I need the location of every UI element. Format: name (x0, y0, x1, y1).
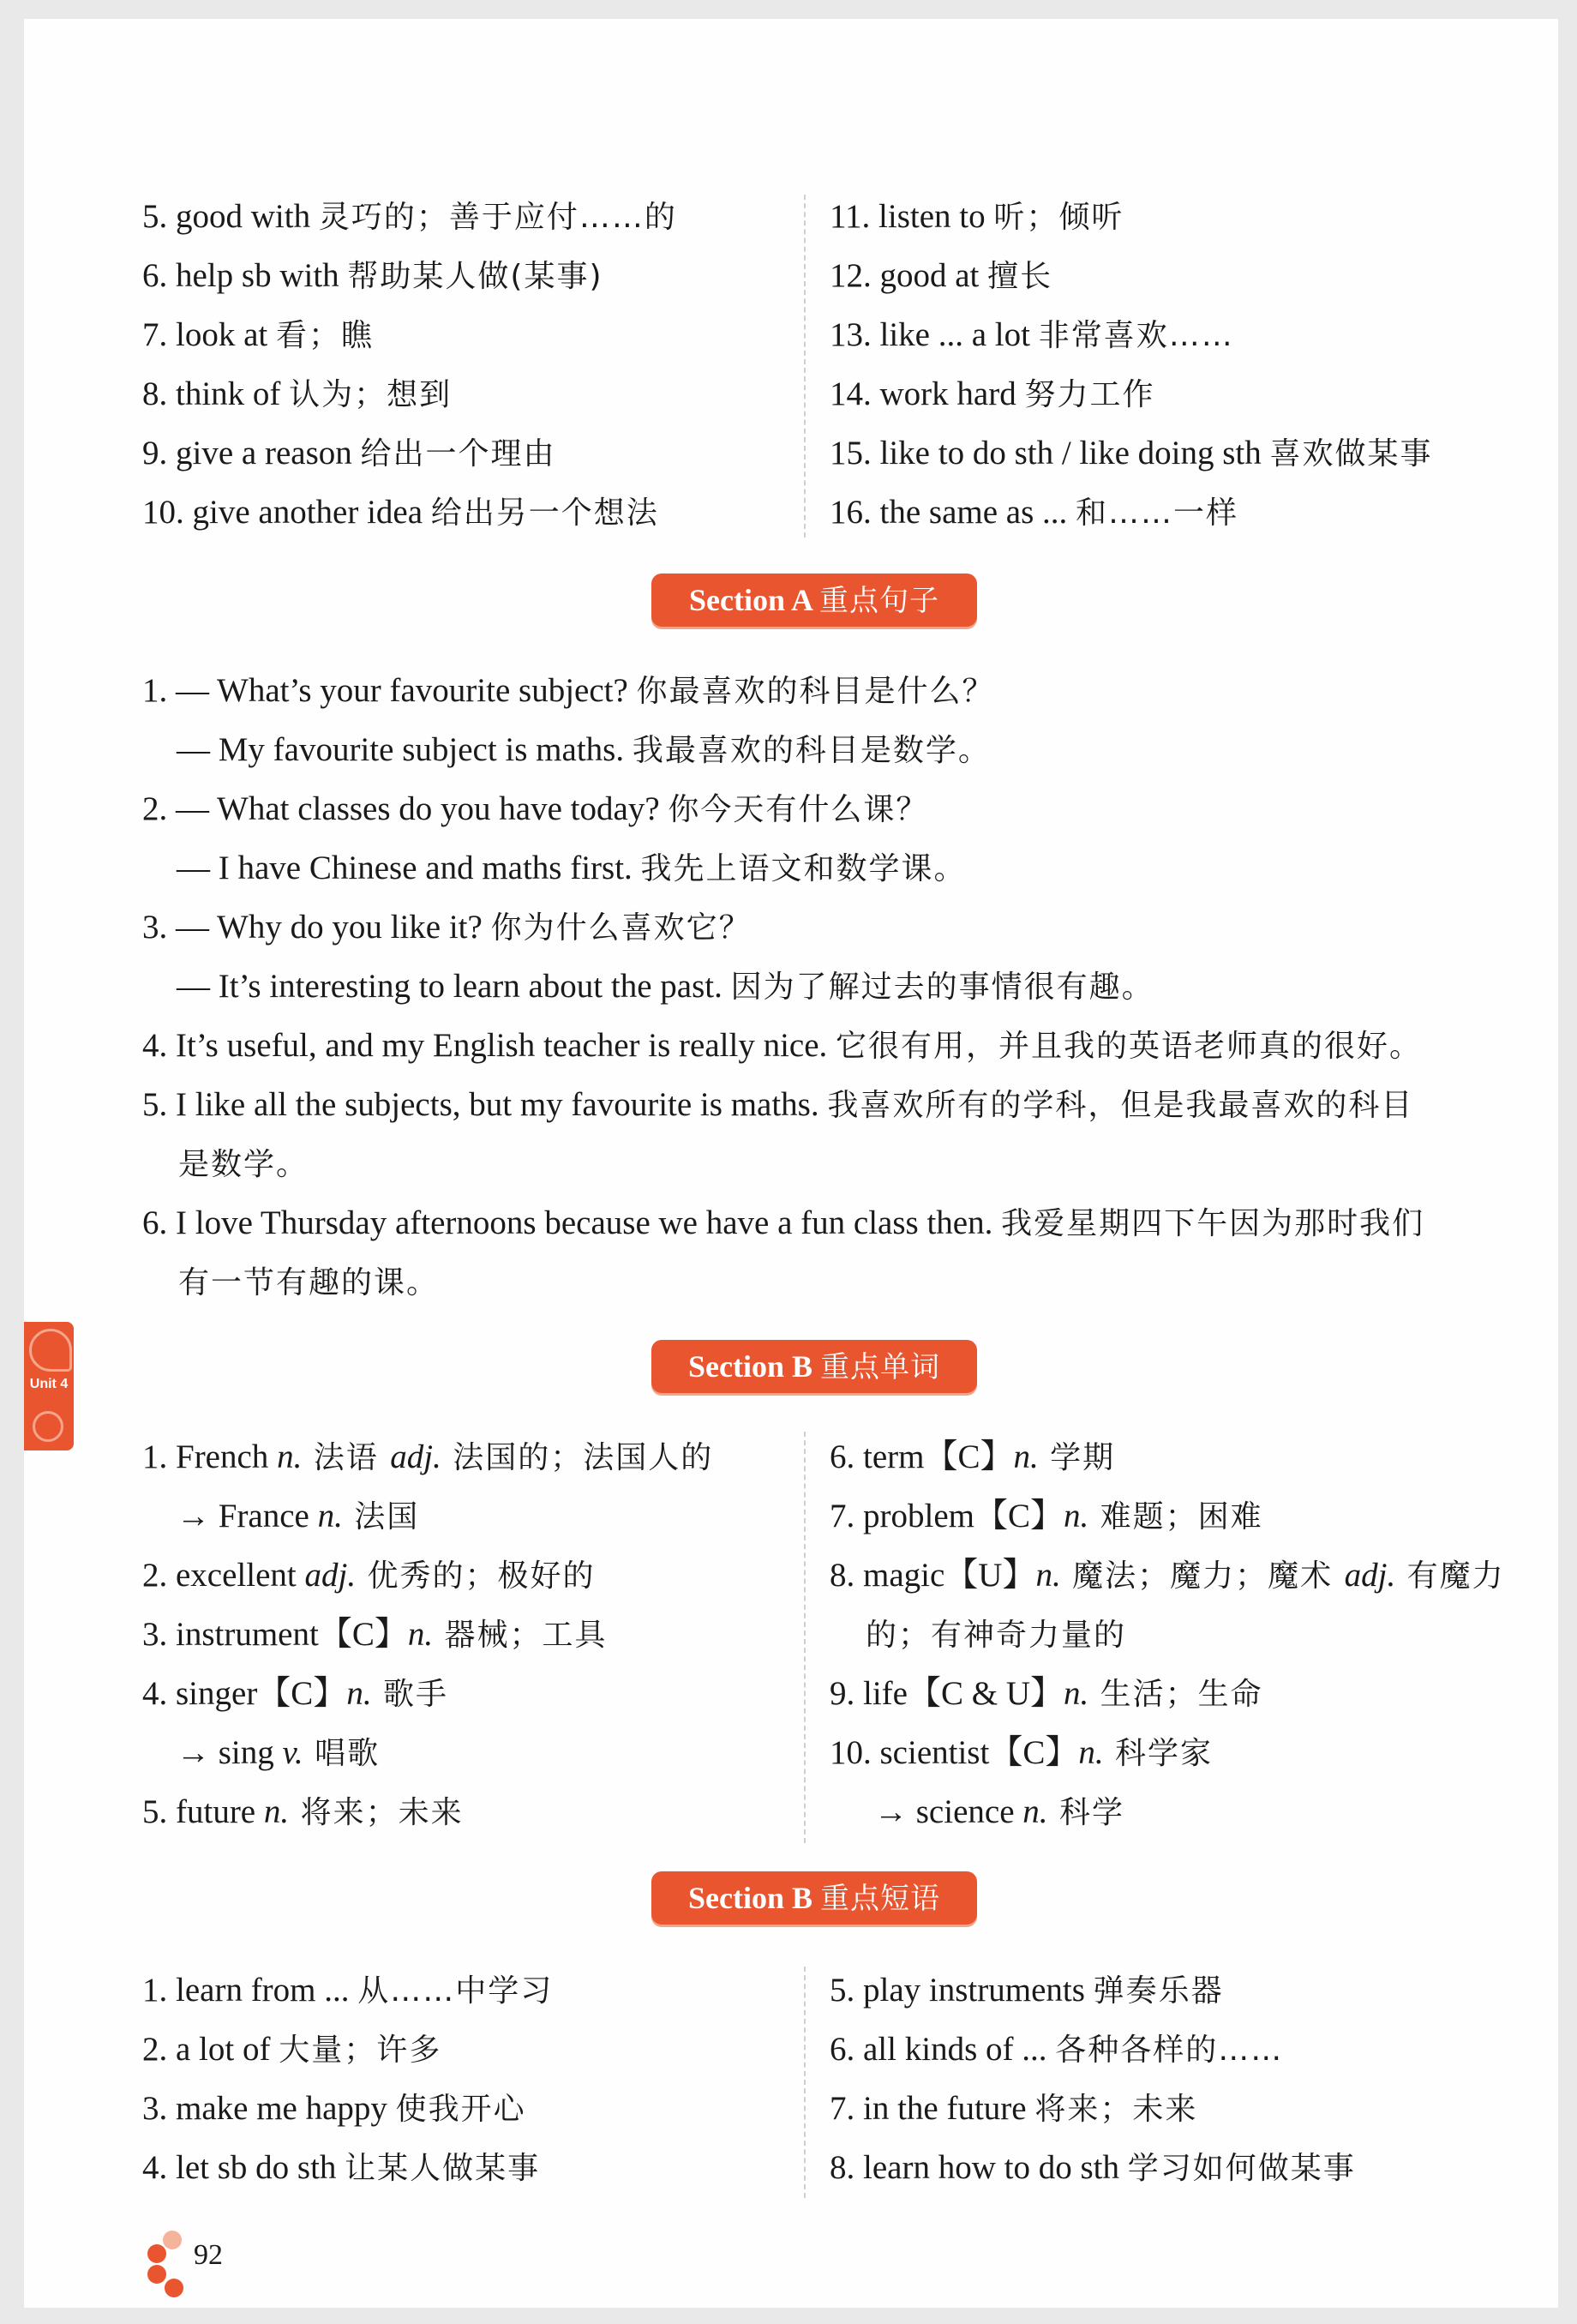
page-number: 92 (194, 2239, 223, 2271)
unit-label: Unit 4 (29, 1377, 69, 1391)
section-b-phrases-header: Section B 重点短语 (651, 1871, 977, 1925)
wing-icon (29, 1329, 72, 1372)
page-number-block (144, 2231, 247, 2308)
textbook-page: 5. good with 灵巧的；善于应付……的 11. listen to 听；倾听 6. help sb with 帮助某人做(某事) 12. good at 擅长 7. look at 看；瞧 13. like ... a lot 非常喜欢…… 8. think of 认为；想到 14. work hard 努力工作 9. give a reason 给出一个理由 15. like to do sth / like doing sth 喜欢做某事 10. give another idea 给出另一个想法 16. the same as ... 和……一样 Section A 重点句子 1. — What’s your favourite subject? 你最喜欢的科目是什么？ — My favourite subject is maths. 我最喜欢的科目是数学。 2. — What classes do you have today? 你今天有什么课？ — I have Chinese and maths first. 我先上语文和数学课。 3. — Why do you like it? 你为什么喜欢它？ — It’s interesting to learn about the past. 因为了解过去的事情很有趣。 4. It’s useful, and my English teacher is really nice. 它很有用，并且我的英语老师真的很好。 5. I like all the subjects, but my favourite is maths. 我喜欢所有的学科，但是我最喜欢的科目 是数学。 6. I love Thursday afternoons because we have a fun class then. 我爱星期四下午因为那时我们 有一节有趣的课。 Section B 重点单词 1. French n. 法语 adj. 法国的；法国人的 6. term【C】n. 学期 → France n. 法国 7. problem【C】n. 难题；困难 2. excellent adj. 优秀的；极好的 8. magic【U】n. 魔法；魔力；魔术 adj. 有魔力 3. instrument【C】n. 器械；工具 的；有神奇力量的 4. singer【C】n. 歌手 9. life【C & U】n. 生活；生命 → sing v. 唱歌 10. scientist【C】n. 科学家 5. future n. 将来；未来 → science n. 科学 Section B 重点短语 1. learn from ... 从……中学习 5. play instruments 弹奏乐器 2. a lot of 大量；许多 6. all kinds of ... 各种各样的…… 3. make me happy 使我开心 7. in the future 将来；未来 4. let sb do sth 让某人做某事 8. learn how to do sth 学习如何做某事 Unit 4 92 (24, 19, 1558, 2308)
dot-icon (147, 2265, 166, 2284)
dot-icon (165, 2279, 183, 2297)
section-b-words-header: Section B 重点单词 (651, 1340, 977, 1393)
unit-side-tab (24, 1322, 74, 1450)
section-a-sentences-header: Section A 重点句子 (651, 573, 977, 627)
column-divider (804, 1432, 806, 1843)
column-divider (804, 195, 806, 537)
swirl-icon (33, 1411, 63, 1442)
dot-icon (147, 2244, 166, 2263)
dot-icon (163, 2231, 182, 2249)
column-divider (804, 1967, 806, 2198)
